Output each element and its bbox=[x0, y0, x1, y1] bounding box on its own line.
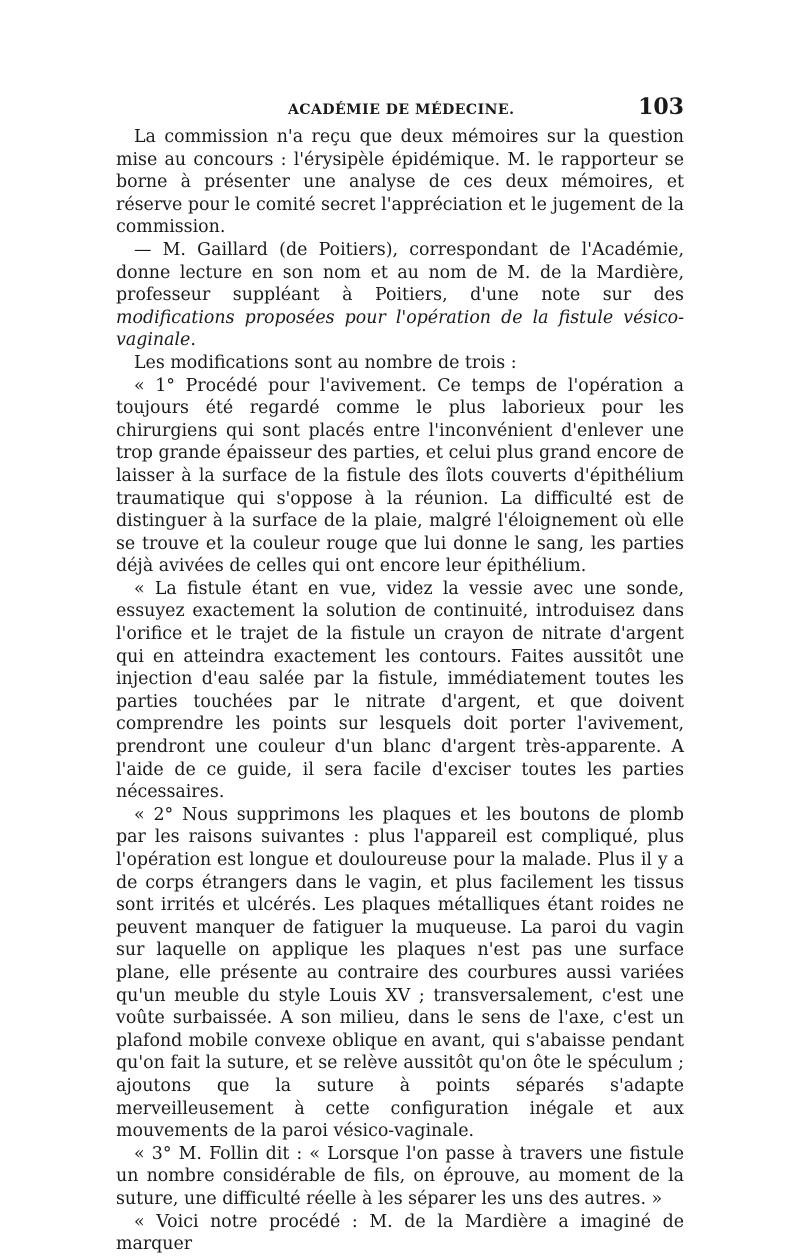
paragraph-gaillard-text: — M. Gaillard (de Poitiers), correspondant de l'Académie, donne lecture en son nom et au nom de M. de la Mardière, professeur suppléant à Poitiers, d'une note sur des bbox=[116, 239, 684, 306]
paragraph-commission: La commission n'a reçu que deux mémoires sur la question mise au concours : l'érysipèle épidémique. M. le rapporteur se borne à présenter une analyse de ces deux mémoires, et réserve pour le comité secret l'appréciation et le jugement de la commission. bbox=[116, 127, 684, 238]
paragraph-procedure-1: « 1° Procédé pour l'avivement. Ce temps de l'opération a toujours été regardé comme le plus laborieux pour les chirurgiens qui sont placés entre l'inconvénient d'enlever une trop grande épaisseur des parties, et celui plus grand encore de laisser à la surface de la fistule des îlots couverts d'épithélium traumatique qui s'oppose à la réunion. La difficulté est de distinguer à la surface de la plaie, malgré l'éloignement où elle se trouve et la couleur rouge que lui donne le sang, les parties déjà avivées de celles qui ont encore leur épithélium. bbox=[116, 375, 684, 577]
paragraph-procedure-2: « 2° Nous supprimons les plaques et les boutons de plomb par les raisons suivantes : plus l'appareil est compliqué, plus l'opération est longue et douloureuse pour la malade. Plus il y a de corps étrangers dans le vagin, et plus facilement les tissus sont irrités et ulcérés. Les plaques métalliques étant roides ne peuvent manquer de fatiguer la muqueuse. La paroi du vagin sur laquelle on applique les plaques n'est pas une surface plane, elle présente au contraire des courbures aussi variées qu'un meuble du style Louis XV ; transversalement, c'est une voûte surbaissée. A son milieu, dans le sens de l'axe, c'est un plafond mobile convexe oblique en avant, qui s'abaisse pendant qu'on fait la suture, et se relève aussitôt qu'on ôte le spéculum ; ajoutons que la suture à points séparés s'adapte merveilleusement à cette configuration inégale et aux mouvements de la paroi vésico-vaginale. bbox=[116, 804, 684, 1142]
paragraph-voici: « Voici notre procédé : M. de la Mardière a imaginé de marquer bbox=[116, 1211, 684, 1255]
book-page bbox=[116, 92, 684, 1256]
running-head: ACADÉMIE DE MÉDECINE. bbox=[288, 102, 515, 118]
paragraph-gaillard-italic: modifications proposées pour l'opération de la fistule vésico-vaginale bbox=[116, 307, 684, 351]
body-text bbox=[116, 126, 684, 1256]
paragraph-fistule: « La fistule étant en vue, videz la vessie avec une sonde, essuyez exactement la solution de continuité, introduisez dans l'orifice et le trajet de la fistule un crayon de nitrate d'argent qui en atteindra exactement les contours. Faites aussitôt une injection d'eau salée par la fistule, immédiatement toutes les parties touchées par le nitrate d'argent, et que doivent comprendre les points sur lesquels doit porter l'avivement, prendront une couleur d'un blanc d'argent très-apparente. A l'aide de ce guide, il sera facile d'exciser toutes les parties nécessaires. bbox=[116, 578, 684, 803]
paragraph-modifications-count: Les modifications sont au nombre de trois : bbox=[134, 352, 517, 373]
page-number: 103 bbox=[638, 94, 684, 120]
paragraph-procedure-3: « 3° M. Follin dit : « Lorsque l'on passe à travers une fistule un nombre considérable de fils, on éprouve, au moment de la suture, une difficulté réelle à les séparer les uns des autres. » bbox=[116, 1143, 684, 1209]
paragraph-gaillard: — M. Gaillard (de Poitiers), correspondant de l'Académie, donne lecture en son nom et au nom de M. de la Mardière, professeur suppléant à Poitiers, d'une note sur des modifications proposées pour l'opération de la fistule vésico-vaginale. bbox=[116, 239, 684, 351]
page-header bbox=[116, 92, 684, 126]
